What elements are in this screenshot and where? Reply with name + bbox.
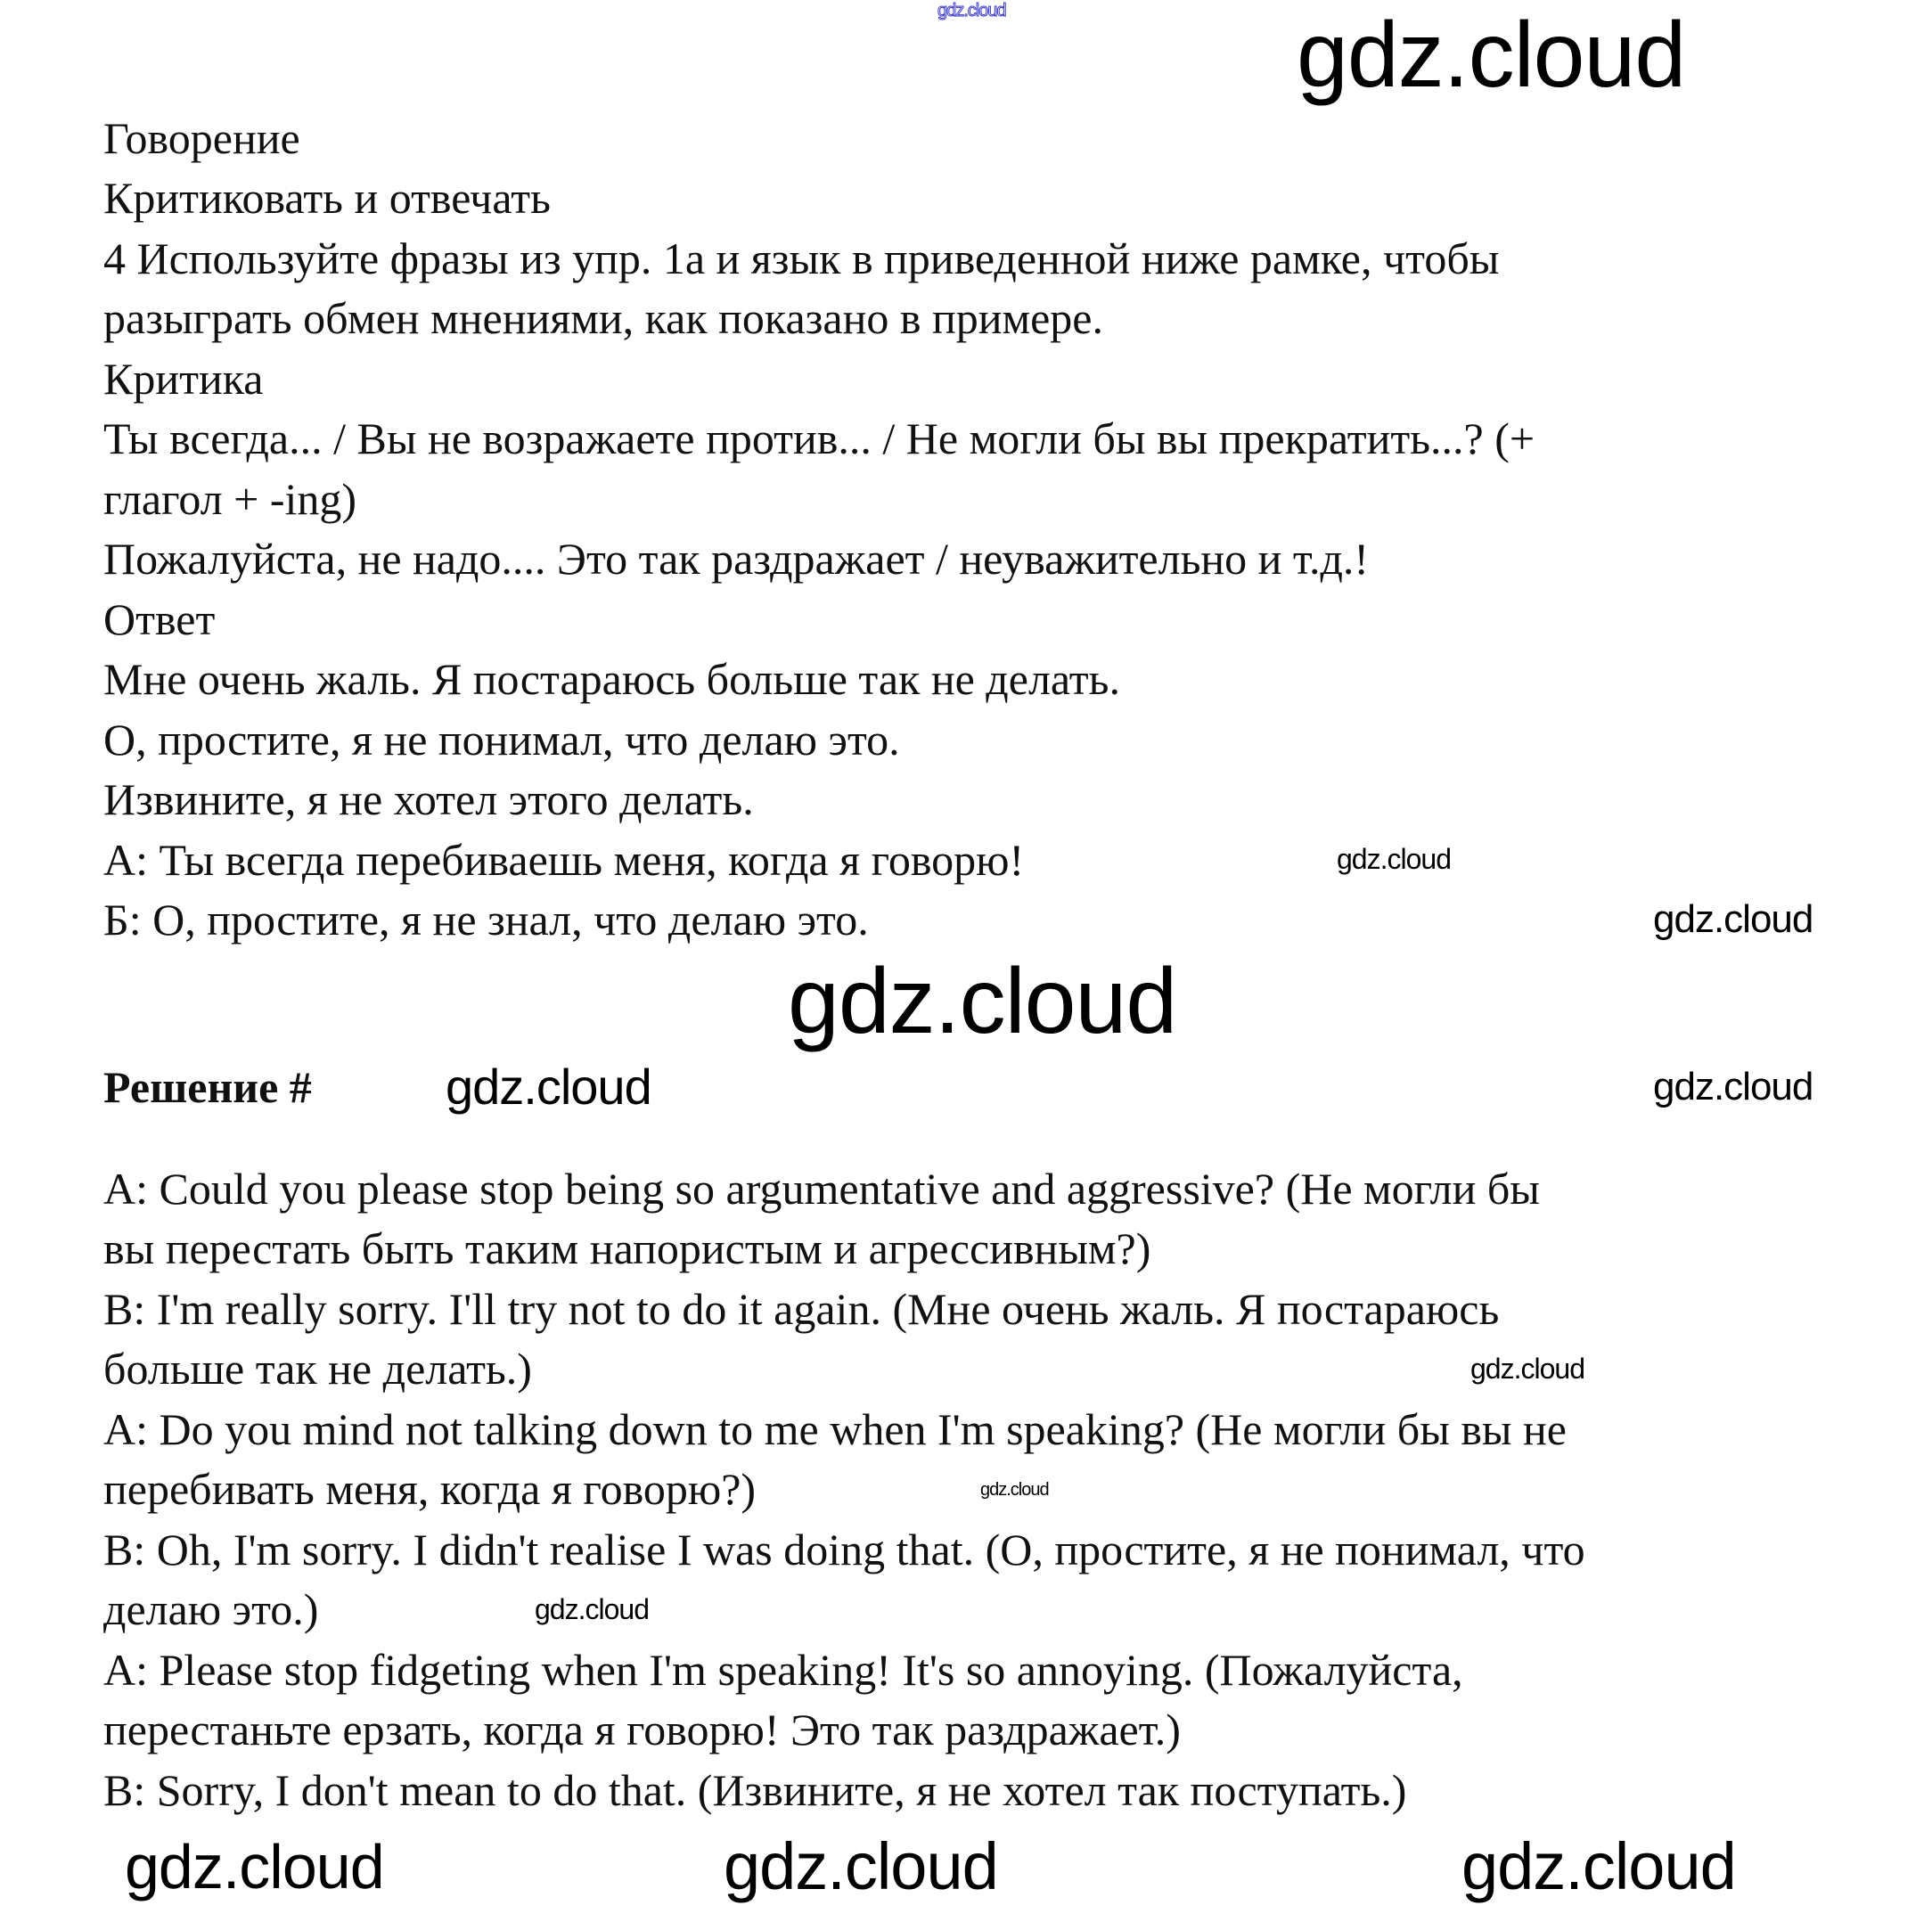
box-text: Извините, я не хотел этого делать. [103, 774, 754, 824]
solution-line: A: Do you mind not talking down to me when I'm speaking? (Не могли бы вы не [103, 1404, 1567, 1454]
box-heading-criticism: Критика [103, 354, 264, 404]
watermark: gdz.cloud [937, 1, 1006, 20]
solution-line: делаю это.) [103, 1584, 319, 1634]
task-text: разыграть обмен мнениями, как показано в примере. [103, 293, 1103, 343]
watermark: gdz.cloud [1470, 1353, 1584, 1385]
solution-line: вы перестать быть таким напористым и агрессивным?) [103, 1223, 1151, 1273]
box-text: О, простите, я не понимал, что делаю это. [103, 715, 900, 765]
watermark: gdz.cloud [724, 1829, 998, 1903]
example-line: Б: О, простите, я не знал, что делаю это. [103, 895, 869, 945]
watermark: gdz.cloud [535, 1593, 649, 1625]
watermark: gdz.cloud [446, 1059, 651, 1115]
solution-line: перебивать меня, когда я говорю?) [103, 1464, 757, 1514]
watermark: gdz.cloud [980, 1480, 1049, 1500]
section-title: Говорение [103, 113, 300, 163]
subsection-title: Критиковать и отвечать [103, 173, 551, 223]
watermark: gdz.cloud [1297, 4, 1686, 107]
example-line: А: Ты всегда перебиваешь меня, когда я говорю! [103, 835, 1025, 885]
solution-line: B: Sorry, I don't mean to do that. (Извините, я не хотел так поступать.) [103, 1765, 1407, 1815]
box-text: Мне очень жаль. Я постараюсь больше так не делать. [103, 654, 1120, 704]
box-text: глагол + -ing) [103, 474, 357, 524]
box-text: Ты всегда... / Вы не возражаете против... / Не могли бы вы прекратить...? (+ [103, 413, 1535, 463]
task-text: 4 Используйте фразы из упр. 1a и язык в приведенной ниже рамке, чтобы [103, 233, 1500, 283]
box-heading-response: Ответ [103, 594, 216, 644]
solution-line: A: Please stop fidgeting when I'm speaking! It's so annoying. (Пожалуйста, [103, 1645, 1463, 1695]
solution-line: перестаньте ерзать, когда я говорю! Это так раздражает.) [103, 1705, 1181, 1754]
watermark: gdz.cloud [1337, 843, 1451, 875]
solution-line: больше так не делать.) [103, 1344, 532, 1394]
watermark: gdz.cloud [1653, 897, 1813, 941]
watermark: gdz.cloud [788, 950, 1177, 1053]
solution-line: B: I'm really sorry. I'll try not to do it again. (Мне очень жаль. Я постараюсь [103, 1284, 1500, 1334]
box-text: Пожалуйста, не надо.... Это так раздражает / неуважительно и т.д.! [103, 534, 1370, 584]
solution-heading: Решение # [103, 1062, 312, 1112]
watermark: gdz.cloud [125, 1832, 384, 1901]
watermark: gdz.cloud [1653, 1065, 1813, 1108]
solution-line: A: Could you please stop being so argumentative and aggressive? (Не могли бы [103, 1164, 1540, 1214]
watermark: gdz.cloud [1461, 1829, 1736, 1903]
solution-line: B: Oh, I'm sorry. I didn't realise I was doing that. (О, простите, я не понимал, что [103, 1525, 1585, 1574]
